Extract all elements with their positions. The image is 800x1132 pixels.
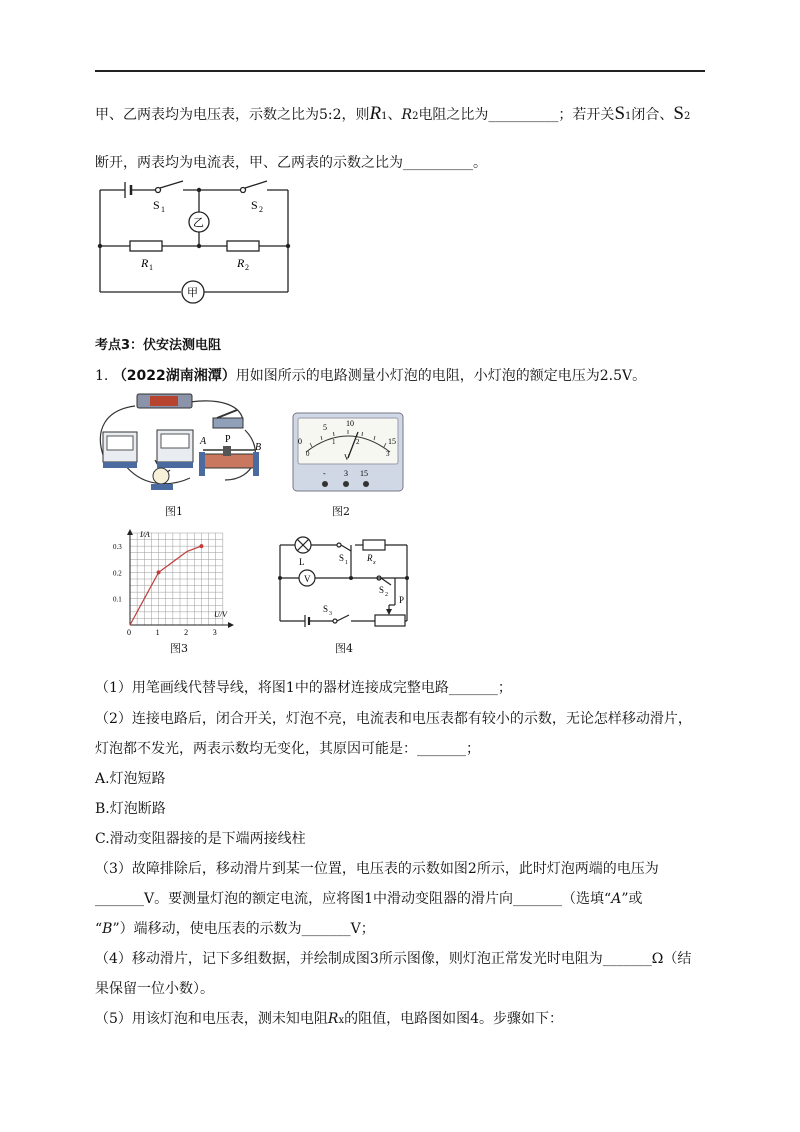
part-3-line3 [95, 918, 375, 938]
fig4-s3-letter: S [323, 604, 329, 614]
figure-1-apparatus [95, 390, 270, 500]
c1-r2-sub: 2 [245, 263, 249, 272]
option-b: B.灯泡断路 [95, 801, 166, 817]
meter-jia-label: 甲 [187, 287, 198, 299]
fig2-inner-scale-1: 2 [356, 438, 360, 446]
part-2-line2: 灯泡都不发光，两表示数均无变化，其原因可能是：_______； [95, 741, 480, 757]
fig1-label-a: A [200, 436, 207, 447]
header-rule [95, 70, 705, 72]
chart-y-tick: 0.2 [113, 569, 122, 578]
fig2-terminal-3: 3 [344, 469, 348, 478]
c1-s2-letter: S [251, 198, 258, 212]
figure-4-circuit [275, 533, 415, 628]
part-5-r-sub: x [338, 1015, 345, 1026]
fig4-s2-letter: S [379, 585, 385, 595]
fig2-edge-scale-0: 0 [298, 437, 302, 446]
part-3-line2 [95, 888, 642, 908]
part-2-line1: （2）连接电路后，闭合开关，灯泡不亮，电流表和电压表都有较小的示数，无论怎样移动滑片， [95, 711, 692, 727]
chart-y-arrow [127, 529, 133, 535]
figure-4-caption: 图4 [335, 642, 353, 655]
chart-data-point [157, 570, 161, 574]
part-3-option-a: A [611, 891, 622, 907]
fig2-unit: V [344, 453, 350, 462]
c1-r2-letter: R [237, 256, 245, 270]
chart-x-tick: 0 [127, 628, 131, 637]
chart-x-tick: 2 [184, 628, 189, 637]
r2-letter: R [401, 107, 413, 123]
prev-text-b: 电阻之比为__________；若开关 [418, 107, 615, 123]
option-a: A.灯泡短路 [95, 771, 166, 787]
c1-s1-sub: 1 [161, 205, 165, 214]
fig2-top-scale-1: 10 [346, 419, 354, 428]
fig4-r-letter: R [367, 553, 373, 563]
s2-subscript: 2 [683, 111, 691, 122]
prev-text-a: 甲、乙两表均为电压表，示数之比为5:2，则 [95, 107, 370, 123]
section-heading: 考点3：伏安法测电阻 [95, 338, 222, 353]
question-number: 1. [95, 368, 109, 384]
part-4-line1: （4）移动滑片，记下多组数据，并绘制成图3所示图像，则灯泡正常发光时电阻为_______Ω（结 [95, 951, 692, 967]
part-3-text-a: _______V。要测量灯泡的额定电流，应将图1中滑动变阻器的滑片向_______（选填“ [95, 891, 612, 907]
prev-text-c: 闭合、 [631, 107, 674, 123]
chart-x-arrow [228, 622, 234, 628]
c1-r1-letter: R [141, 256, 149, 270]
figure-3-chart [110, 525, 240, 635]
part-5-text-b: 的阻值，电路图如图4。步骤如下： [344, 1011, 564, 1027]
prev-question-line2: 断开，两表均为电流表，甲、乙两表的示数之比为__________。 [95, 155, 487, 171]
chart-x-tick: 3 [212, 628, 217, 637]
fig2-inner-edge-1: 3 [386, 450, 390, 458]
chart-xlabel: U/V [214, 610, 227, 619]
separator: 、 [387, 107, 402, 123]
fig2-terminal-15: 15 [360, 469, 368, 478]
fig2-edge-scale-1: 15 [388, 437, 396, 446]
part-3-text-b: ”）端移动，使电压表的示数为_______V； [112, 921, 375, 937]
fig1-label-p: P [225, 434, 231, 445]
chart-y-tick: 0.3 [113, 543, 122, 552]
r1-letter: R [369, 103, 382, 124]
fig1-label-b: B [255, 442, 262, 453]
figure-2-voltmeter [292, 412, 404, 492]
question-1-stem [95, 365, 646, 385]
fig4-L: L [299, 557, 305, 567]
question-source: （2022湖南湘潭） [112, 368, 236, 384]
s1-subscript: 1 [625, 111, 632, 122]
s2-letter: S [673, 103, 684, 124]
option-c: C.滑动变阻器接的是下端两接线柱 [95, 831, 306, 847]
s1-letter: S [614, 103, 626, 124]
c1-r1-sub: 1 [149, 263, 153, 272]
figure-3-caption: 图3 [170, 642, 188, 655]
meter-yi-label: 乙 [193, 217, 204, 229]
c1-s2-sub: 2 [259, 205, 263, 214]
part-5-r-letter: R [327, 1011, 339, 1027]
circuit-diagram-1 [95, 180, 295, 305]
fig4-s1-sub: 1 [345, 560, 348, 566]
chart-data-point [199, 544, 203, 548]
r2-subscript: 2 [412, 111, 419, 122]
fig2-terminal-minus: - [323, 469, 326, 478]
fig4-p: P [399, 595, 405, 605]
fig2-inner-scale-0: 1 [332, 438, 336, 446]
fig4-s1-letter: S [339, 553, 345, 563]
part-5-text-a: （5）用该灯泡和电压表，测未知电阻 [95, 1011, 328, 1027]
part-3-quote: “ [95, 921, 103, 937]
part-4-line2: 果保留一位小数）。 [95, 981, 214, 997]
figure-2-caption: 图2 [332, 505, 350, 518]
part-5 [95, 1008, 563, 1028]
c1-s1-letter: S [153, 198, 160, 212]
chart-ylabel: I/A [140, 530, 150, 539]
fig4-V: V [304, 574, 311, 584]
part-3-text-mid: ”或 [621, 891, 643, 907]
part-3-option-b: B [102, 921, 113, 937]
r1-subscript: 1 [381, 111, 388, 122]
fig4-s3-sub: 3 [329, 611, 332, 617]
prev-question-line1 [95, 103, 690, 125]
fig2-top-scale-0: 5 [323, 423, 327, 432]
fig2-inner-edge-0: 0 [306, 450, 310, 458]
chart-y-tick: 0.1 [113, 595, 122, 604]
question-text: 用如图所示的电路测量小灯泡的电阻，小灯泡的额定电压为2.5V。 [235, 368, 647, 384]
fig4-r-sub: x [373, 560, 376, 566]
part-1: （1）用笔画线代替导线，将图1中的器材连接成完整电路_______； [95, 680, 512, 696]
chart-x-tick: 1 [155, 628, 160, 637]
fig4-s2-sub: 2 [385, 592, 388, 598]
figure-1-caption: 图1 [165, 505, 183, 518]
part-3-line1: （3）故障排除后，移动滑片到某一位置，电压表的示数如图2所示，此时灯泡两端的电压为 [95, 861, 659, 877]
